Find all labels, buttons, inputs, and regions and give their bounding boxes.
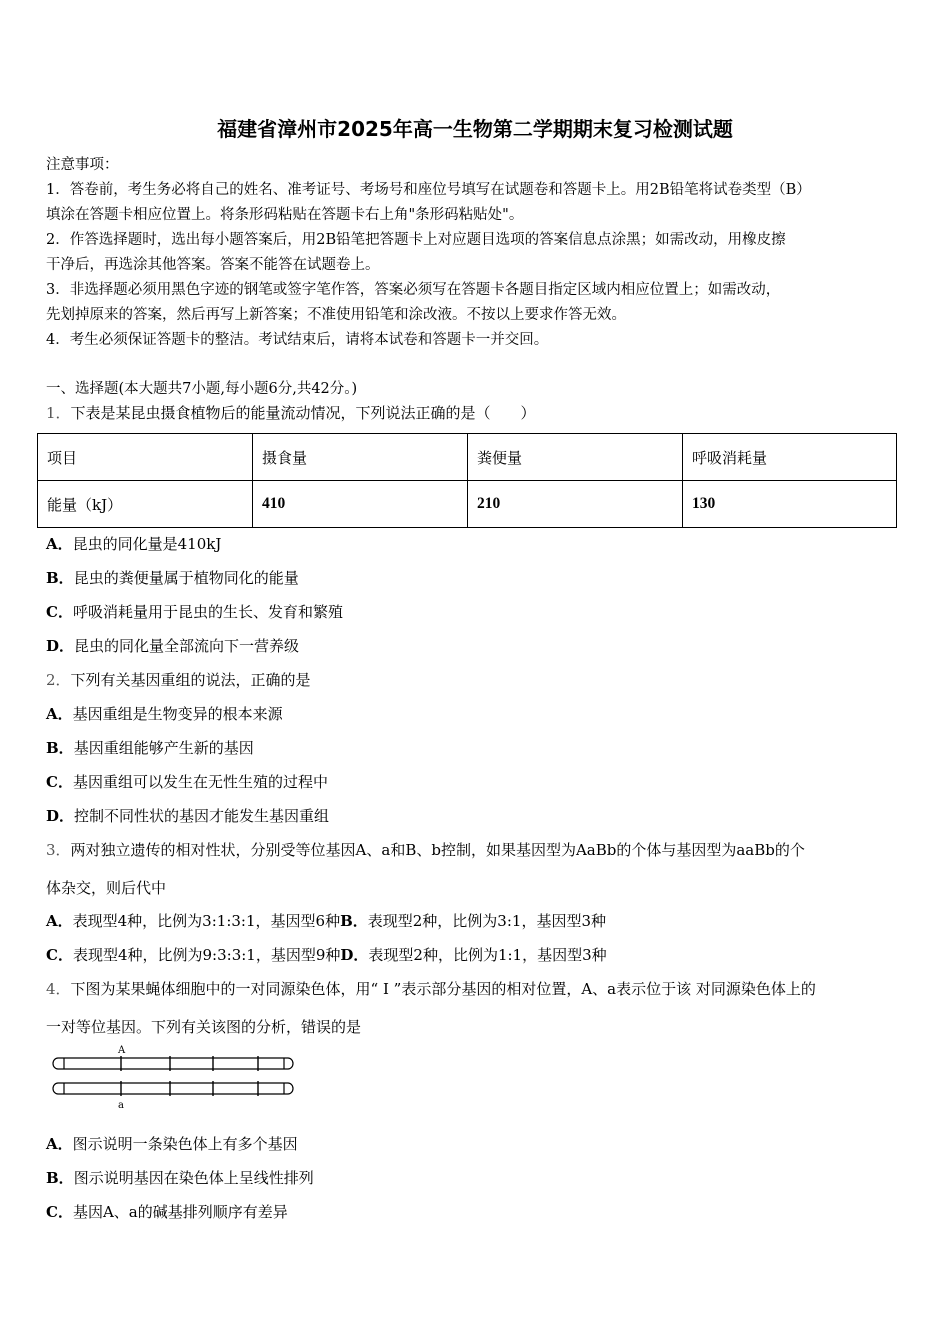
notice-line: 填涂在答题卡相应位置上。将条形码粘贴在答题卡右上角"条形码粘贴处"。 (46, 207, 524, 223)
table-header: 项目 (38, 434, 253, 481)
chromosome-end (288, 1083, 293, 1094)
table-cell: 410 (253, 481, 468, 528)
table-cell: 210 (468, 481, 683, 528)
option-a: A．图示说明一条染色体上有多个基因 (46, 1135, 298, 1153)
chromosome-end (53, 1083, 58, 1094)
table-cell: 130 (683, 481, 897, 528)
question-number: 3． (46, 841, 71, 859)
section-heading: 一、选择题(本大题共7小题,每小题6分,共42分。) (46, 381, 358, 397)
notice-line: 4．考生必须保证答题卡的整洁。考试结束后，请将本试卷和答题卡一并交回。 (46, 332, 549, 348)
option-d: D．控制不同性状的基因才能发生基因重组 (46, 807, 330, 825)
gene-label-a: a (118, 1100, 124, 1111)
question-1 (46, 402, 536, 423)
question-text: 两对独立遗传的相对性状，分别受等位基因A、a和B、b控制，如果基因型为AaBb的个体与基因型为aaBb的个 (70, 841, 805, 859)
notice-line: 2．作答选择题时，选出每小题答案后，用2B铅笔把答题卡上对应题目选项的答案信息点涂黑；如需改动，用橡皮擦 (46, 232, 786, 248)
chromosome-end (53, 1058, 58, 1069)
energy-table (37, 433, 897, 528)
chromosome-end (288, 1058, 293, 1069)
chromosome-diagram (48, 1042, 298, 1112)
table-header: 呼吸消耗量 (683, 434, 897, 481)
option-b: B．昆虫的粪便量属于植物同化的能量 (46, 569, 299, 587)
notice-line: 1．答卷前，考生务必将自己的姓名、准考证号、考场号和座位号填写在试题卷和答题卡上。用2B铅笔将试卷类型（B） (46, 182, 811, 198)
option-b: B．图示说明基因在染色体上呈线性排列 (46, 1169, 314, 1187)
table-row-label: 能量（kJ） (38, 481, 253, 528)
option-c: C．基因A、a的碱基排列顺序有差异 (46, 1203, 288, 1221)
question-number: 4． (46, 980, 71, 998)
page-title: 福建省漳州市2025年高一生物第二学期期末复习检测试题 (217, 117, 733, 141)
notice-line: 干净后，再选涂其他答案。答案不能答在试题卷上。 (46, 257, 380, 273)
option-a: A．昆虫的同化量是410kJ (46, 535, 222, 553)
question-4-cont: 一对等位基因。下列有关该图的分析，错误的是 (46, 1018, 362, 1036)
table-header: 摄食量 (253, 434, 468, 481)
question-text: 下图为某果蝇体细胞中的一对同源染色体，用“ I ”表示部分基因的相对位置，A、a表示位于该 对同源染色体上的 (70, 980, 816, 998)
option-c: C．呼吸消耗量用于昆虫的生长、发育和繁殖 (46, 603, 343, 621)
question-3-cont: 体杂交，则后代中 (46, 879, 167, 897)
question-2 (46, 669, 311, 690)
table-header-row (38, 434, 897, 481)
table-row (38, 481, 897, 528)
gene-label-A: A (118, 1045, 126, 1056)
option-a: A．基因重组是生物变异的根本来源 (46, 705, 283, 723)
notice-line: 先划掉原来的答案，然后再写上新答案；不准使用铅笔和涂改液。不按以上要求作答无效。 (46, 307, 626, 323)
question-4 (46, 978, 816, 999)
question-3 (46, 839, 805, 860)
question-text: 下表是某昆虫摄食植物后的能量流动情况，下列说法正确的是（ ） (70, 404, 536, 422)
option-ab-line: A．表现型4种，比例为3:1:3:1，基因型6种B．表现型2种，比例为3:1，基因型3种 (46, 912, 606, 930)
notice-line: 3．非选择题必须用黑色字迹的钢笔或签字笔作答，答案必须写在答题卡各题目指定区域内相应位置上；如需改动， (46, 282, 781, 298)
question-number: 2． (46, 671, 71, 689)
option-d: D．昆虫的同化量全部流向下一营养级 (46, 637, 300, 655)
table-header: 粪便量 (468, 434, 683, 481)
notice-heading: 注意事项： (46, 157, 119, 173)
option-b: B．基因重组能够产生新的基因 (46, 739, 254, 757)
option-cd-line: C．表现型4种，比例为9:3:3:1，基因型9种D．表现型2种，比例为1:1，基因型3种 (46, 946, 607, 964)
question-text: 下列有关基因重组的说法，正确的是 (70, 671, 311, 689)
question-number: 1． (46, 404, 71, 422)
option-c: C．基因重组可以发生在无性生殖的过程中 (46, 773, 328, 791)
